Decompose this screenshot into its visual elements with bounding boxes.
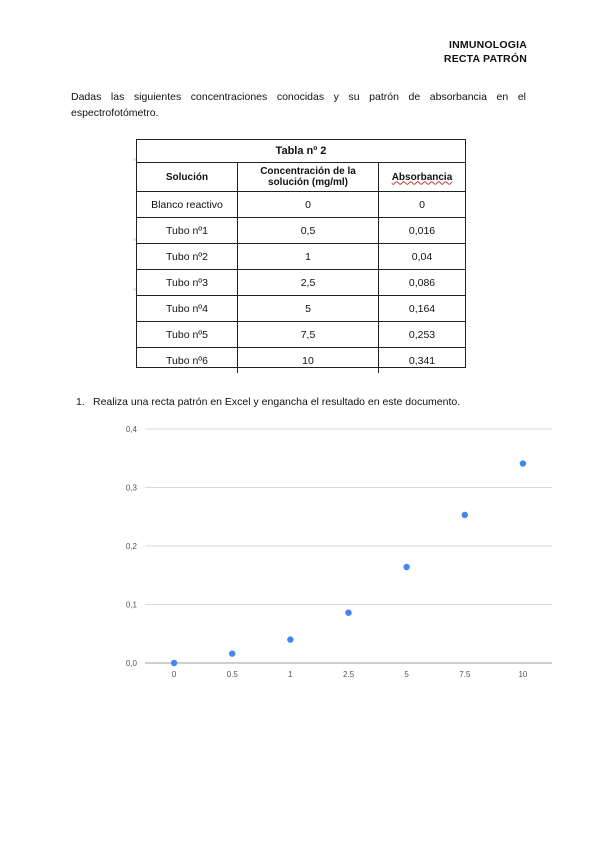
cell-solucion: Tubo nº6 bbox=[166, 354, 208, 367]
x-tick-label: 1 bbox=[288, 670, 293, 679]
x-tick-label: 5 bbox=[404, 670, 409, 679]
cell-absorbancia: 0,016 bbox=[379, 218, 466, 244]
table-row bbox=[137, 296, 465, 322]
y-tick-label: 0,0 bbox=[125, 659, 137, 668]
cell-concentracion: 5 bbox=[238, 296, 379, 322]
data-point bbox=[171, 660, 177, 666]
table-row bbox=[137, 218, 465, 244]
cell-solucion: Tubo nº2 bbox=[137, 244, 238, 270]
data-point bbox=[520, 460, 526, 466]
data-point bbox=[345, 609, 351, 615]
header-subject: INMUNOLOGIA bbox=[448, 39, 527, 51]
cell-concentracion: 1 bbox=[238, 244, 379, 270]
y-tick-label: 0,1 bbox=[125, 600, 137, 610]
cell-absorbancia: 0 bbox=[379, 192, 466, 218]
data-point bbox=[403, 564, 409, 570]
data-table bbox=[136, 139, 466, 368]
header-topic: RECTA PATRÓN bbox=[443, 53, 527, 65]
y-tick-label: 0,2 bbox=[125, 542, 137, 551]
x-tick-label: 7.5 bbox=[459, 670, 471, 679]
x-tick-label: 2.5 bbox=[342, 670, 355, 679]
cell-solucion: Tubo nº1 bbox=[137, 218, 238, 244]
header-concentracion: Concentración de la solución (mg/ml) bbox=[238, 163, 379, 192]
table-row bbox=[137, 270, 465, 296]
intro-paragraph: Dadas las siguientes concentraciones conocidas y su patrón de absorbancia en el espectrofotómetro. bbox=[71, 91, 526, 119]
table-caption: Tabla nº 2 bbox=[137, 140, 465, 163]
cell-solucion: Blanco reactivo bbox=[137, 192, 238, 218]
cell-absorbancia: 0,086 bbox=[379, 270, 466, 296]
scatter-chart bbox=[100, 420, 560, 682]
document-header bbox=[444, 38, 527, 66]
question-number: 1. bbox=[76, 396, 85, 408]
cell-absorbancia: 0,04 bbox=[379, 244, 466, 270]
table-row bbox=[137, 244, 465, 270]
y-tick-label: 0,4 bbox=[125, 425, 137, 434]
cell-absorbancia: 0,341 bbox=[379, 348, 466, 374]
cell-solucion: Tubo nº4 bbox=[137, 296, 238, 322]
y-tick-label: 0,3 bbox=[125, 483, 137, 493]
cell-concentracion: 2,5 bbox=[238, 270, 379, 296]
question-text: Realiza una recta patrón en Excel y engancha el resultado en este documento. bbox=[93, 396, 461, 408]
cell-solucion: Tubo nº5 bbox=[137, 322, 238, 348]
x-tick-label: 10 bbox=[518, 670, 528, 679]
cell-concentracion: 7,5 bbox=[238, 322, 379, 348]
cell-absorbancia: 0,164 bbox=[379, 296, 466, 322]
cell-absorbancia: 0,253 bbox=[379, 322, 466, 348]
table-row bbox=[137, 322, 465, 348]
cell-concentracion: 0 bbox=[238, 192, 379, 218]
data-point bbox=[462, 512, 468, 518]
header-solucion: Solución bbox=[137, 163, 238, 192]
cell-concentracion: 10 bbox=[238, 348, 379, 374]
data-point bbox=[287, 636, 293, 642]
table-row bbox=[137, 192, 465, 218]
data-point bbox=[229, 650, 235, 656]
header-absorbancia: Absorbancia bbox=[379, 163, 466, 192]
cell-solucion: Tubo nº3 bbox=[137, 270, 238, 296]
x-tick-label: 0.5 bbox=[226, 670, 238, 679]
x-tick-label: 0 bbox=[171, 670, 177, 679]
cell-concentracion: 0,5 bbox=[238, 218, 379, 244]
question-1 bbox=[76, 396, 460, 408]
table-row bbox=[137, 348, 465, 374]
